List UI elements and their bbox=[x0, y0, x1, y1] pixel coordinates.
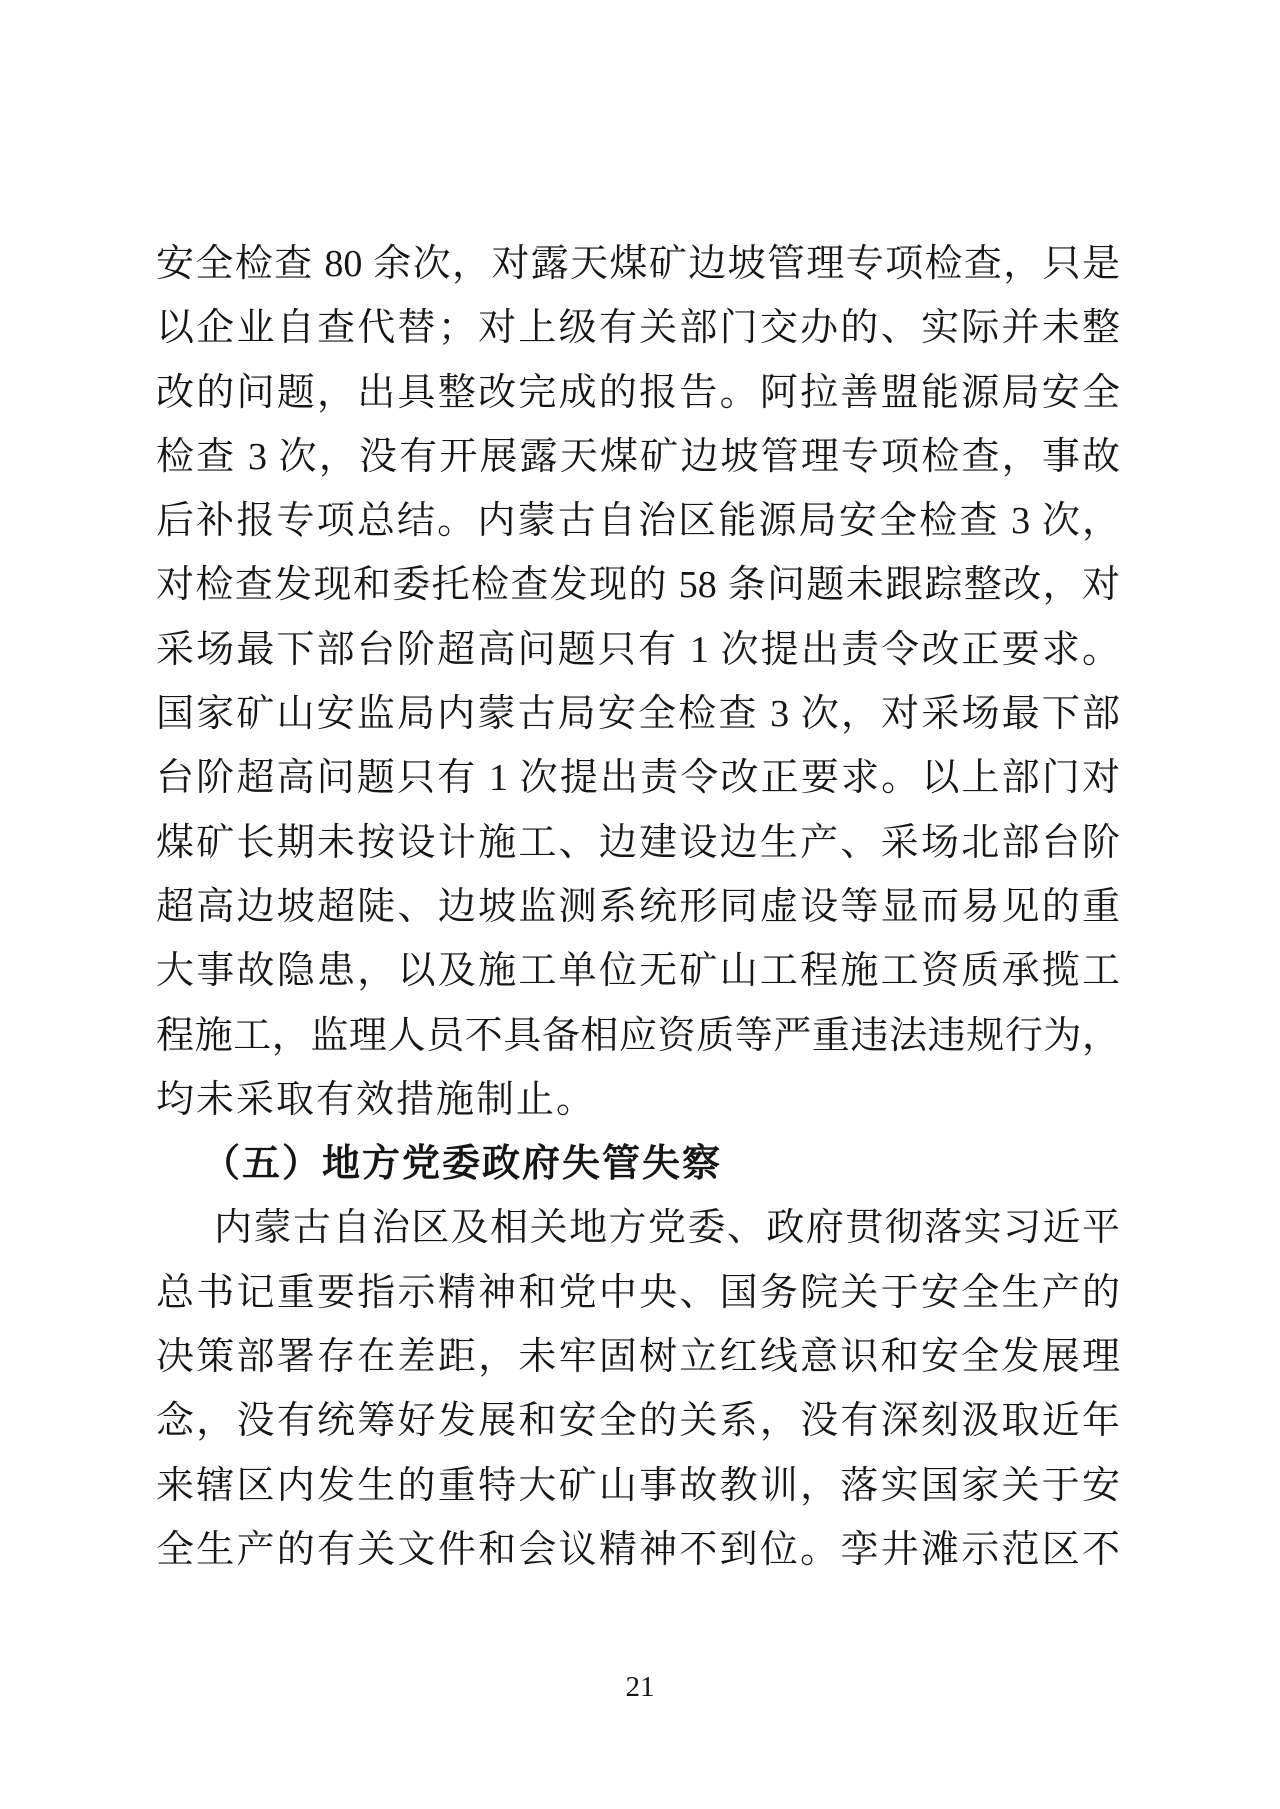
text-line: 台阶超高问题只有 1 次提出责令改正要求。以上部门对 bbox=[156, 757, 1120, 800]
text-line: 后补报专项总结。内蒙古自治区能源局安全检查 3 次， bbox=[156, 500, 1120, 543]
text-line: 煤矿长期未按设计施工、边建设边生产、采场北部台阶 bbox=[156, 821, 1120, 864]
text-line: 改的问题，出具整改完成的报告。阿拉善盟能源局安全 bbox=[156, 371, 1120, 414]
text-line: 以企业自查代替；对上级有关部门交办的、实际并未整 bbox=[156, 307, 1120, 350]
text-line: 程施工，监理人员不具备相应资质等严重违法违规行为， bbox=[156, 1014, 1120, 1057]
text-line: 均未采取有效措施制止。 bbox=[156, 1078, 597, 1121]
text-line: 采场最下部台阶超高问题只有 1 次提出责令改正要求。 bbox=[156, 628, 1120, 671]
section-heading: （五）地方党委政府失管失察 bbox=[202, 1143, 723, 1186]
text-line: 来辖区内发生的重特大矿山事故教训，落实国家关于安 bbox=[156, 1464, 1120, 1507]
text-line: 检查 3 次，没有开展露天煤矿边坡管理专项检查，事故 bbox=[156, 435, 1120, 478]
text-line: 大事故隐患，以及施工单位无矿山工程施工资质承揽工 bbox=[156, 950, 1120, 993]
text-block bbox=[156, 232, 1120, 1582]
text-line: 安全检查 80 余次，对露天煤矿边坡管理专项检查，只是 bbox=[156, 243, 1120, 285]
page-number: 21 bbox=[625, 1671, 655, 1703]
text-line: 总书记重要指示精神和党中央、国务院关于安全生产的 bbox=[156, 1271, 1120, 1314]
text-line: 国家矿山安监局内蒙古局安全检查 3 次，对采场最下部 bbox=[156, 693, 1120, 736]
text-line: 决策部署存在差距，未牢固树立红线意识和安全发展理 bbox=[156, 1336, 1120, 1379]
text-line: 念，没有统筹好发展和安全的关系，没有深刻汲取近年 bbox=[156, 1400, 1120, 1443]
text-line: 超高边坡超陡、边坡监测系统形同虚设等显而易见的重 bbox=[156, 885, 1120, 928]
text-line: 对检查发现和委托检查发现的 58 条问题未跟踪整改，对 bbox=[156, 564, 1120, 607]
text-line: 内蒙古自治区及相关地方党委、政府贯彻落实习近平 bbox=[214, 1207, 1120, 1250]
text-line: 全生产的有关文件和会议精神不到位。孪井滩示范区不 bbox=[156, 1528, 1120, 1571]
